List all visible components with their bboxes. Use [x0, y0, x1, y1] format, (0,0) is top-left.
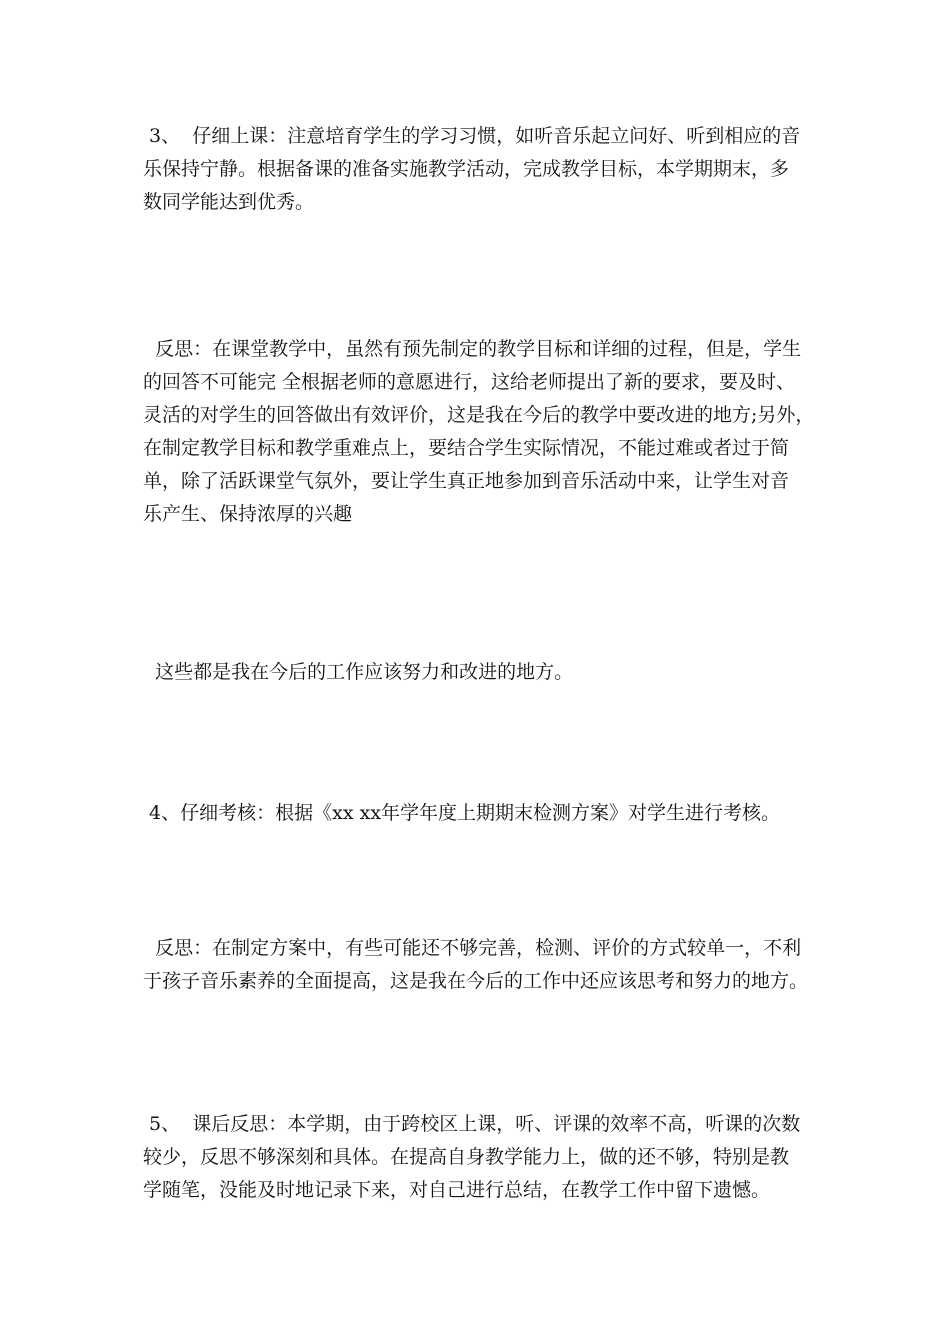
text-line: 于孩子音乐素养的全面提高，这是我在今后的工作中还应该思考和努力的地方。	[143, 970, 809, 992]
paragraph-reflection-1	[143, 333, 813, 531]
text-line: 反思：在课堂教学中，虽然有预先制定的教学目标和详细的过程，但是，学生	[143, 338, 802, 360]
paragraph-reflection-2	[143, 932, 813, 998]
text-line: 5、 课后反思：本学期，由于跨校区上课，听、评课的效率不高，听课的次数	[143, 1113, 801, 1135]
paragraph-section-4	[143, 797, 813, 830]
text-line: 数同学能达到优秀。	[143, 191, 315, 213]
text-line: 学随笔，没能及时地记录下来，对自己进行总结，在教学工作中留下遗憾。	[143, 1179, 771, 1201]
text-line: 灵活的对学生的回答做出有效评价，这是我在今后的教学中要改进的地方;另外，	[143, 404, 815, 426]
paragraph-section-3	[143, 120, 813, 219]
text-line: 3、 仔细上课：注意培育学生的学习习惯，如听音乐起立问好、听到相应的音	[143, 125, 801, 147]
text-line: 4、仔细考核：根据《xx xx年学年度上期期末检测方案》对学生进行考核。	[143, 802, 781, 824]
text-line: 乐产生、保持浓厚的兴趣	[143, 503, 353, 525]
paragraph-section-5	[143, 1108, 813, 1207]
text-line: 单，除了活跃课堂气氛外，要让学生真正地参加到音乐活动中来，让学生对音	[143, 470, 790, 492]
text-line: 这些都是我在今后的工作应该努力和改进的地方。	[143, 661, 574, 683]
text-line: 乐保持宁静。根据备课的准备实施教学活动，完成教学目标，本学期期末，多	[143, 158, 790, 180]
text-line: 较少，反思不够深刻和具体。在提高自身教学能力上，做的还不够，特别是教	[143, 1146, 790, 1168]
text-line: 的回答不可能完 全根据老师的意愿进行，这给老师提出了新的要求，要及时、	[143, 371, 796, 393]
text-line: 在制定教学目标和教学重难点上，要结合学生实际情况，不能过难或者过于简	[143, 437, 790, 459]
paragraph-conclusion	[143, 656, 813, 689]
text-line: 反思：在制定方案中，有些可能还不够完善，检测、评价的方式较单一，不利	[143, 937, 802, 959]
